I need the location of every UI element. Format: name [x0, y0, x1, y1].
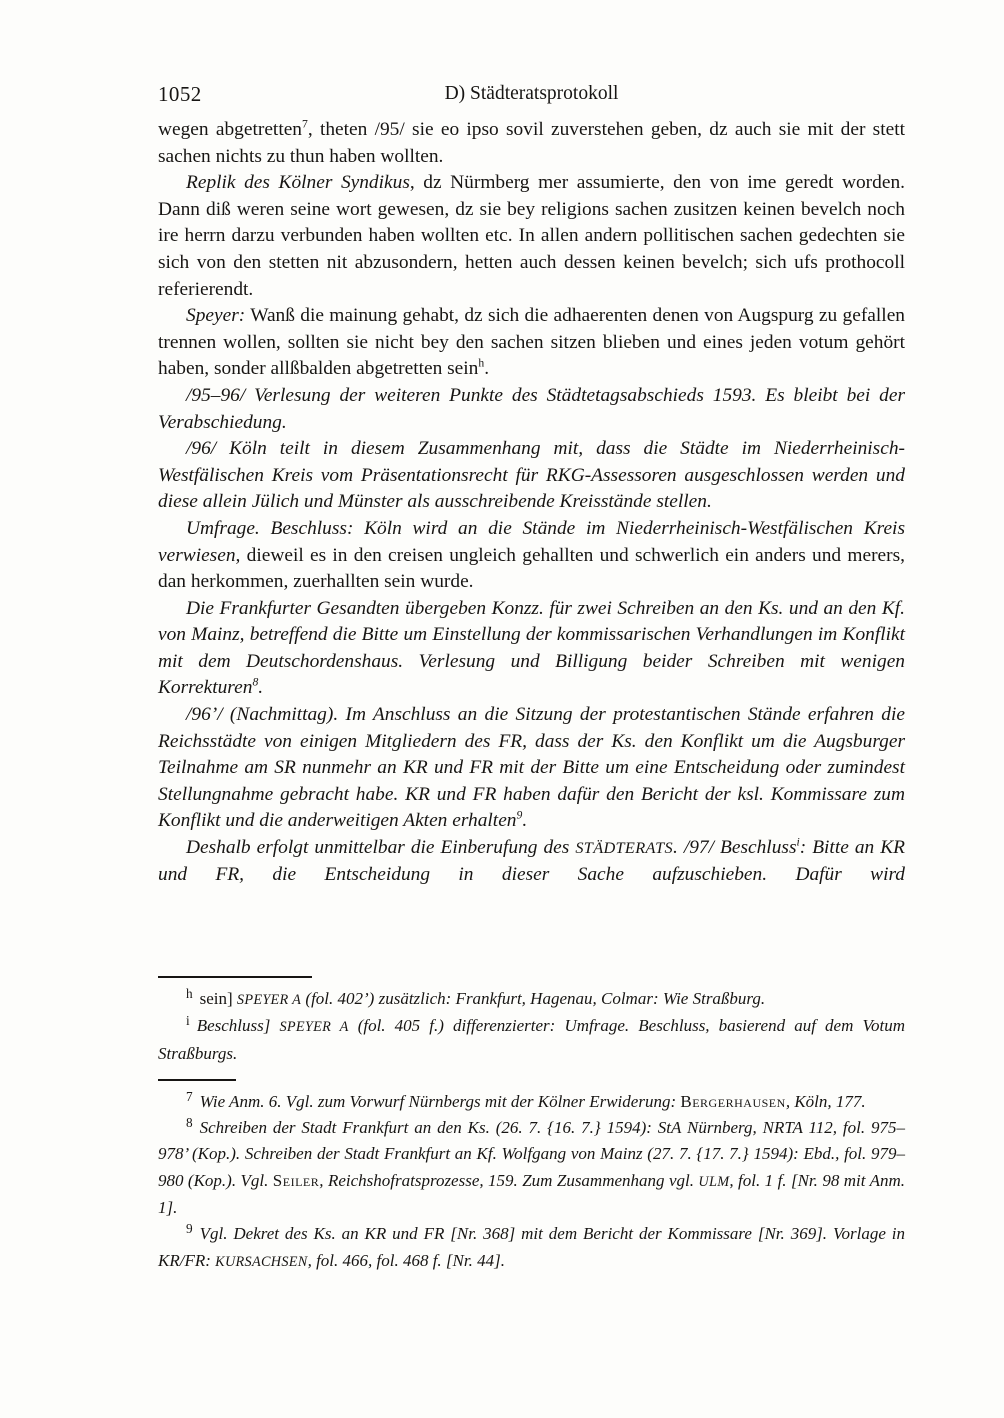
paragraph	[158, 835, 905, 888]
text-run: , Reichshofratsprozesse, 159. Zum Zusammenhang vgl.	[319, 1170, 699, 1190]
paragraph	[158, 303, 905, 383]
footnote-reference: 7	[302, 117, 308, 131]
paragraph	[158, 702, 905, 835]
footnote: 8 Schreiben der Stadt Frankfurt an den Ks. (26. 7. {16. 7.} 1594): StA Nürnberg, NRTA 112, fol. 975–978’ (Kop.). Schreiben der Stadt Frankfurt an Kf. Wolfgang von Mainz (27. 7. {17. 7.} 1594): Ebd., fol. 979–980 (Kop.). Vgl. Seiler, Reichshofratsprozesse, 159. Zum Zusammenhang vgl. ULM, fol. 1 f. [Nr. 98 mit Anm. 1].	[158, 1115, 905, 1218]
text-run: , dz Nürmberg mer assumierte, den von ime geredt worden. Dann diß weren seine wort gewesen, dz sie bey religions sachen zusitzen keinen bevelch noch ire herrn darzu verbunden haben wollten etc. In allen andern pollitischen sachen gedechten sie sich von den stetten nit abzusondern, hetten auch dessen keinen bevelch; sich ufs prothocoll referierendt.	[158, 172, 905, 300]
text-run: Wanß die mainung gehabt, dz sich die adhaerenten denen von Augspurg zu gefallen trennen wollen, sollten sie nicht bey den sachen sitzen blieben und eines jeden votum gehört haben, sonder allßbalden abgetretten sein	[158, 305, 905, 380]
text-run: sein]	[199, 989, 237, 1008]
text-run: , theten /95/ sie eo ipso sovil zuverstehen geben, dz auch sie mit der stett sachen nichts zu thun haben wollten.	[158, 119, 905, 167]
text-run: Speyer:	[186, 305, 246, 327]
text-run: .	[258, 677, 264, 699]
text-run: SPEYER A	[236, 992, 302, 1008]
text-run: SPEYER A	[279, 1019, 349, 1036]
text-run: STÄDTERATS	[575, 838, 673, 858]
text-run: dieweil es in den creisen ungleich gehallten und schwerlich ein anders und merers, dan herkommen, zuerhallten sein wurde.	[158, 544, 905, 593]
critical-apparatus	[158, 986, 905, 1067]
text-run: wegen abgetretten	[158, 119, 303, 140]
text-run: /96’/ (Nachmittag). Im Anschluss an die Sitzung der protestantischen Stände erfahren die Reichsstädte von einigen Mitgliedern des FR, dass der Ks. den Konflikt um die Augsburger Teilnahme am SR nunmehr an KR und FR mit der Bitte um eine Entscheidung oder zumindest Stellungnahme gebracht habe. KR und FR haben dafür den Bericht der ksl. Kommissare zum Konflikt und die anderweitigen Akten erhalten	[158, 704, 905, 832]
text-run: /95–96/ Verlesung der weiteren Punkte des Städtetagsabschieds 1593. Es bleibt bei der Verabschiedung.	[158, 384, 905, 433]
text-run: . /97/ Beschluss	[672, 837, 797, 859]
text-run: Beschluss]	[196, 1016, 280, 1036]
paragraph	[158, 117, 905, 170]
text-run: ULM	[698, 1173, 730, 1190]
text-run: Vgl. Dekret des Ks. an KR und FR [Nr. 368] mit dem Bericht der Kommissare [Nr. 369]. Vorlage in KR/FR:	[158, 1224, 905, 1270]
text-run: , fol. 1 f. [Nr. 98 mit Anm. 1].	[158, 1170, 905, 1218]
footnote-separator-rule	[158, 976, 312, 978]
footnote: 9 Vgl. Dekret des Ks. an KR und FR [Nr. 368] mit dem Bericht der Kommissare [Nr. 369]. Vorlage in KR/FR: KURSACHSEN, fol. 466, fol. 468 f. [Nr. 44].	[158, 1221, 905, 1270]
paragraph	[158, 596, 905, 702]
text-run: , fol. 466, fol. 468 f. [Nr. 44].	[307, 1250, 505, 1270]
page-number: 1052	[158, 82, 202, 106]
text-run: Bergerhausen	[680, 1091, 786, 1111]
text-run: , Köln, 177.	[785, 1091, 866, 1111]
body-text	[158, 117, 905, 888]
text-run: KURSACHSEN	[215, 1253, 308, 1270]
text-run: Schreiben der Stadt Frankfurt an den Ks. (26. 7. {16. 7.} 1594): StA Nürnberg, NRTA 112, fol. 975–978’ (Kop.). Schreiben der Stadt Frankfurt an Kf. Wolfgang von Mainz (27. 7. {17. 7.} 1594): Ebd., fol. 979–980 (Kop.). Vgl.	[158, 1118, 905, 1190]
text-run: : Bitte an KR und FR, die Entscheidung in dieser Sache aufzuschieben. Dafür wird	[158, 837, 905, 885]
text-run: (fol. 402’) zusätzlich: Frankfurt, Hagenau, Colmar: Wie Straßburg.	[301, 989, 766, 1008]
text-run: /96/ Köln teilt in diesem Zusammenhang mit, dass die Städte im Niederrheinisch-Westfälischen Kreis vom Präsentationsrecht für RKG-Assessoren ausgeschlossen werden und diese allein Jülich und Münster als ausschreibende Kreisstände stellen.	[158, 438, 905, 513]
text-run: (fol. 405 f.) differenzierter: Umfrage. Beschluss, basierend auf dem Votum Straßburgs.	[158, 1016, 905, 1063]
footnote: h sein] SPEYER A (fol. 402’) zusätzlich: Frankfurt, Hagenau, Colmar: Wie Straßburg.	[186, 986, 766, 1008]
running-title: D) Städteratsprotokoll	[444, 83, 619, 104]
text-run: Umfrage. Beschluss: Köln wird an die Stände im Niederrheinisch-Westfälischen Kreis verwiesen,	[158, 517, 905, 566]
text-run: .	[484, 358, 490, 380]
footnote: 7 Wie Anm. 6. Vgl. zum Vorwurf Nürnbergs mit der Kölner Erwiderung: Bergerhausen, Köln, 177.	[186, 1088, 866, 1111]
footnote-reference: 9	[516, 808, 523, 822]
commentary-footnotes	[158, 1089, 905, 1275]
text-run: Die Frankfurter Gesandten übergeben Konzz. für zwei Schreiben an den Ks. und an den Kf. von Mainz, betreffend die Bitte um Einstellung der kommissarischen Verhandlungen im Konflikt mit dem Deutschordenshaus. Verlesung und Billigung beider Schreiben mit wenigen Korrekturen	[158, 597, 905, 699]
footnote-reference: i	[796, 835, 800, 849]
text-run: Replik des Kölner Syndikus	[186, 172, 410, 194]
text-run: Wie Anm. 6. Vgl. zum Vorwurf Nürnbergs mit der Kölner Erwiderung:	[199, 1091, 681, 1111]
footnotes-section	[158, 972, 905, 1275]
text-run: Deshalb erfolgt unmittelbar die Einberufung des	[186, 837, 576, 859]
paragraph	[158, 383, 905, 436]
footnote: i Beschluss] SPEYER A (fol. 405 f.) differenzierter: Umfrage. Beschluss, basierend auf dem Votum Straßburgs.	[158, 1013, 905, 1063]
footnote-separator-rule-2	[158, 1079, 236, 1081]
footnote-reference: 8	[252, 676, 259, 689]
footnote-reference: h	[478, 356, 485, 370]
paragraph	[158, 516, 905, 596]
page-header	[158, 82, 905, 108]
paragraph	[158, 436, 905, 516]
text-run: Seiler	[272, 1170, 320, 1190]
paragraph	[158, 170, 905, 303]
text-run: .	[522, 810, 528, 832]
